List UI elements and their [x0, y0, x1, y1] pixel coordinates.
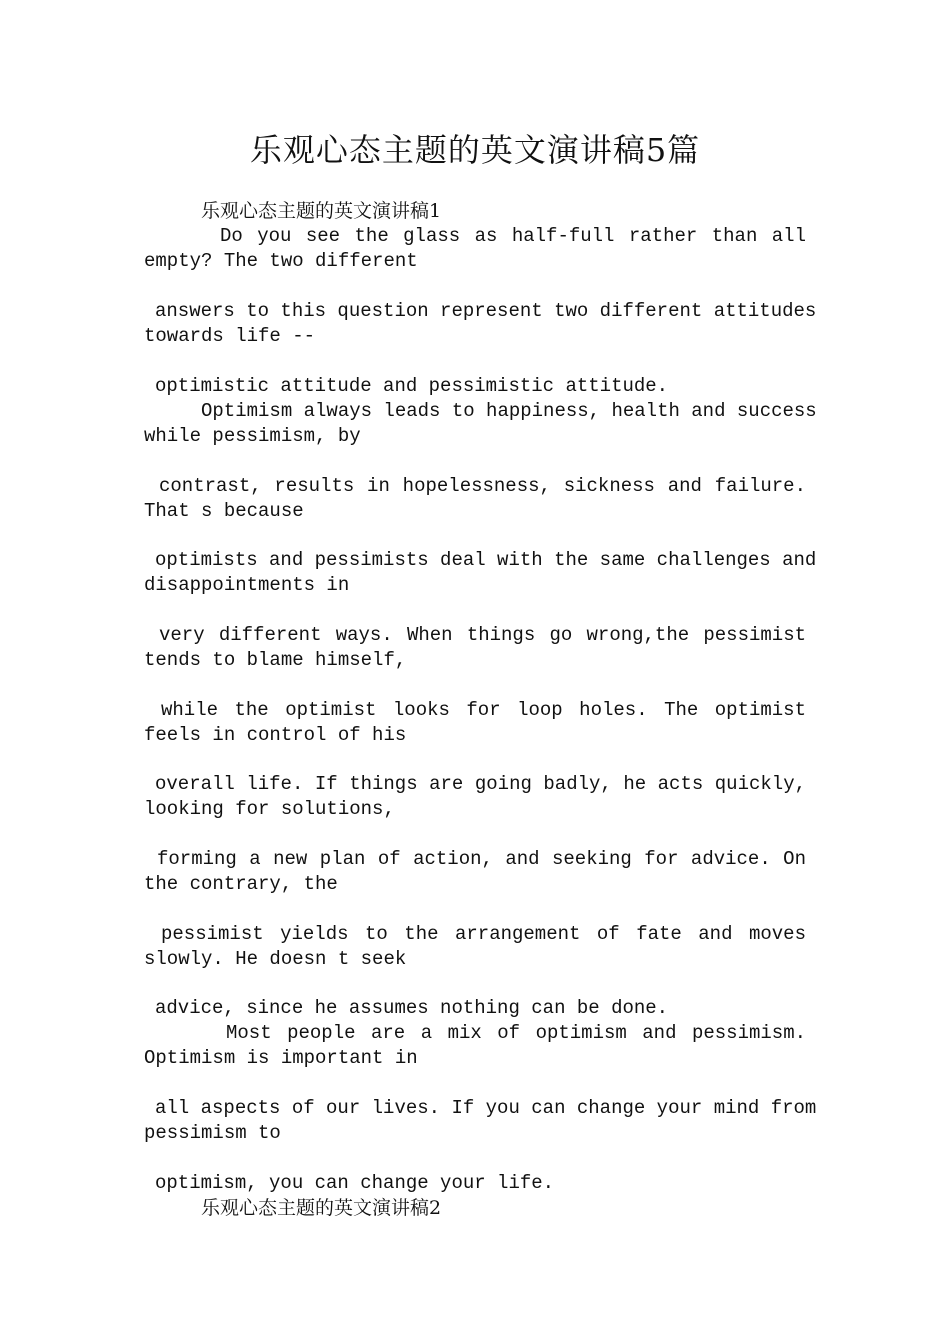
text-line: pessimism to: [144, 1122, 281, 1144]
document-title: 乐观心态主题的英文演讲稿5篇: [249, 131, 701, 169]
text-line: Do you see the glass as half-full rather than all: [220, 225, 806, 247]
text-line: forming a new plan of action, and seeking for advice. On: [157, 848, 806, 870]
text-line: empty? The two different: [144, 250, 418, 272]
text-line: answers to this question represent two different attitudes: [155, 300, 817, 322]
text-line: That s because: [144, 500, 304, 522]
text-line: while the optimist looks for loop holes. The optimist: [161, 699, 806, 721]
text-line: disappointments in: [144, 574, 350, 596]
text-line: tends to blame himself,: [144, 649, 407, 671]
text-line: all aspects of our lives. If you can change your mind from: [155, 1097, 817, 1119]
text-line: Optimism is important in: [144, 1047, 418, 1069]
text-line: while pessimism, by: [144, 425, 361, 447]
text-line: feels in control of his: [144, 724, 407, 746]
text-line: advice, since he assumes nothing can be done.: [155, 997, 669, 1019]
text-line: Most people are a mix of optimism and pessimism.: [226, 1022, 806, 1044]
text-line: optimism, you can change your life.: [155, 1172, 555, 1194]
text-line: pessimist yields to the arrangement of fate and moves: [161, 923, 806, 945]
text-line: overall life. If things are going badly, he acts quickly,: [155, 773, 806, 795]
text-line: contrast, results in hopelessness, sickness and failure.: [159, 475, 806, 497]
text-line: optimistic attitude and pessimistic attitude.: [155, 375, 669, 397]
section-heading: 乐观心态主题的英文演讲稿1: [201, 200, 442, 222]
text-line: looking for solutions,: [144, 798, 395, 820]
text-line: Optimism always leads to happiness, health and success: [201, 400, 817, 422]
text-line: the contrary, the: [144, 873, 338, 895]
text-line: towards life --: [144, 325, 316, 347]
section-heading: 乐观心态主题的英文演讲稿2: [201, 1197, 442, 1219]
text-line: optimists and pessimists deal with the same challenges and: [155, 549, 817, 571]
text-line: slowly. He doesn t seek: [144, 948, 407, 970]
text-line: very different ways. When things go wrong,the pessimist: [159, 624, 806, 646]
